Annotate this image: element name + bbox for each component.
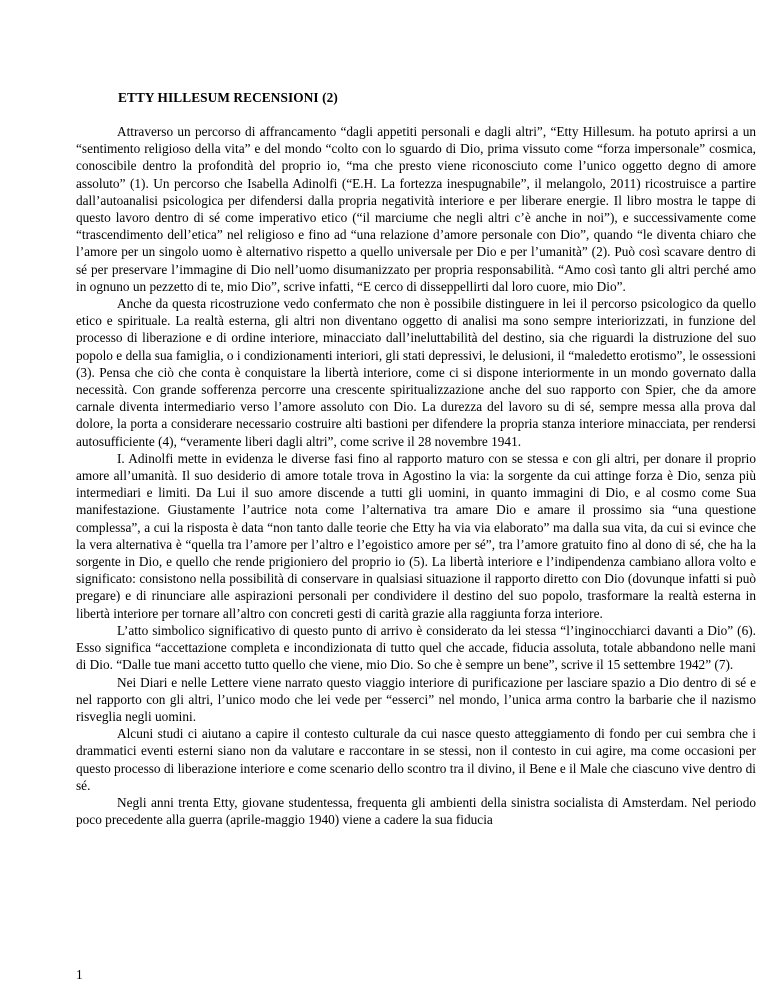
paragraph-6: Alcuni studi ci aiutano a capire il contesto culturale da cui nasce questo atteggiamento di fondo per cui sembra che i drammatici eventi esterni siano non da valutare e raccontare in se stessi, non il contesto in cui agire, ma come occasioni per questo processo di liberazione interiore e come scenario dello scontro tra il divino, il Bene e il Male che ciascuno vive dentro di sé. — [76, 726, 756, 793]
page-number: 1 — [76, 967, 83, 982]
paragraph-3: I. Adinolfi mette in evidenza le diverse fasi fino al rapporto maturo con se stessa e con gli altri, per donare il proprio amore all’umanità. Il suo desiderio di amore totale trova in Agostino la via: la sorgente da cui attinge forza è Dio, senza più intermediari e limiti. Da Lui il suo amore discende a tutti gli uomini, in quanto immagini di Dio, e al cosmo come Sua manifestazione. Giustamente l’autrice nota come l’alternativa tra amare Dio e amare il prossimo sia “una questione complessa”, a cui la risposta è data “non tanto dalle teorie che Etty ha via via elaborato” ma dalla sua vita, da cui si evince che la vera alternativa è “quella tra l’amore per l’altro e l’egoistico amore per sé”, tra l’amore gratuito fino al dono di sé, che ha la sorgente in Dio, e quello che rende prigioniero del proprio io (5). La libertà interiore e l’indipendenza cambiano allora volto e significato: consistono nella possibilità di conservare in qualsiasi situazione il rapporto diretto con Dio (dovunque infatti si può pregare) e di rinunciare alle aspirazioni personali per condividere il destino del suo popolo, trasformare la realtà esterna in libertà interiore per tornare all’altro con concreti gesti di carità grazie alla raggiunta forza interiore. — [76, 450, 756, 621]
paragraph-1: Attraverso un percorso di affrancamento “dagli appetiti personali e dagli altri”, “Etty Hillesum. ha potuto aprirsi a un “sentimento religioso della vita” e del mondo “colto con lo sguardo di Dio, prima vissuto come “forza impersonale” cosmica, conoscibile dentro la profondità del proprio io, “ma che presto viene riconosciuto come l’unico oggetto degno di amore assoluto” (1). Un percorso che Isabella Adinolfi (“E.H. La fortezza inespugnabile”, il melangolo, 2011) ricostruisce a partire dall’autoanalisi psicologica per difendersi dalla propria negatività interiore e per liberare energie. Il libro mostra le tappe di questo lavoro dentro di sé come imperativo etico (“il marciume che negli altri c’è anche in noi”), e successivamente come “trascendimento dell’etica” nel religioso e fino ad “una relazione d’amore personale con Dio”, quando “le diventa chiaro che l’amore per un singolo uomo è alternativo rispetto a quello universale per Dio e per l’umanità” (2). Può così scavare dentro di sé per preservare l’immagine di Dio nell’uomo disumanizzato per propria responsabilità. “Amo così tanto gli altri perché amo in ognuno un pezzetto di te, mio Dio”, scrive infatti, “E cerco di disseppellirti dal loro cuore, mio Dio”. — [76, 124, 756, 294]
paragraph-4: L’atto simbolico significativo di questo punto di arrivo è considerato da lei stessa “l’inginocchiarci davanti a Dio” (6). Esso significa “accettazione completa e incondizionata di tutto quel che accade, fiducia assoluta, totale abbandono nelle mani di Dio. “Dalle tue mani accetto tutto quello che viene, mio Dio. So che è sempre un bene”, scrive il 15 settembre 1942” (7). — [76, 622, 756, 673]
page-title: ETTY HILLESUM RECENSIONI (2) — [118, 90, 338, 105]
paragraph-2: Anche da questa ricostruzione vedo confermato che non è possibile distinguere in lei il percorso psicologico da quello etico e spirituale. La realtà esterna, gli altri non diventano oggetto di analisi ma sono sempre interiorizzati, in funzione del processo di liberazione e di ordine interiore, minacciato dall’ineluttabilità del destino, sia che riguardi la distruzione del suo popolo e della sua famiglia, o i condizionamenti interiori, gli stati depressivi, le delusioni, il “maledetto erotismo”, le ossessioni (3). Pensa che ciò che conta è conquistare la libertà interiore, come ci si dispone interiormente in un mondo governato dalla necessità. Con grande sofferenza percorre una crescente spiritualizzazione anche del suo rapporto con Spier, che da amore carnale diventa intermediario verso l’amore assoluto con Dio. La durezza del lavoro su di sé, sempre messa alla prova dal dolore, la porta a considerare necessario costruire alti bastioni per difendere la propria stanza interiore minacciata, per rendersi autosufficiente (4), “veramente liberi dagli altri”, come scrive il 28 novembre 1941. — [76, 296, 756, 449]
paragraph-7: Negli anni trenta Etty, giovane studentessa, frequenta gli ambienti della sinistra socialista di Amsterdam. Nel periodo poco precedente alla guerra (aprile-maggio 1940) viene a cadere la sua fiducia — [76, 794, 756, 828]
paragraph-5: Nei Diari e nelle Lettere viene narrato questo viaggio interiore di purificazione per lasciare spazio a Dio dentro di sé e nel rapporto con gli altri, l’unico modo che lei vede per “esserci” nel mondo, l’unica arma contro la barbarie che il nazismo risveglia negli uomini. — [76, 674, 756, 724]
document-body — [76, 123, 756, 828]
